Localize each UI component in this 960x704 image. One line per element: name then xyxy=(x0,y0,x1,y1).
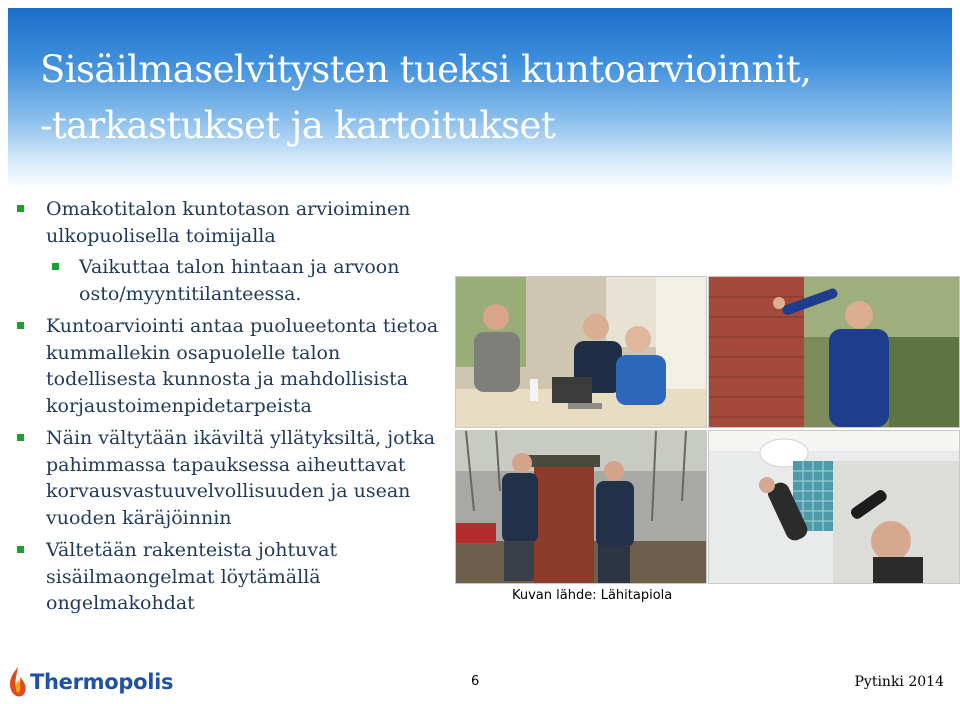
bullet-marker-icon xyxy=(17,205,24,212)
bullet-marker-icon xyxy=(17,546,24,553)
logo-text: Thermopolis xyxy=(30,670,174,694)
bullet-item xyxy=(46,196,410,249)
bullet-item xyxy=(46,425,435,531)
bullet-item xyxy=(46,313,438,419)
bullet-marker-icon xyxy=(17,322,24,329)
wall-inspection-photo xyxy=(708,276,960,428)
sub-bullet-item xyxy=(79,254,400,307)
slide-title-line-1: Sisäilmaselvitysten tueksi kuntoarvioinnit, xyxy=(40,48,812,91)
bullet-text-line: Omakotitalon kuntotason arvioiminen xyxy=(46,198,411,220)
slide-title-line-2: -tarkastukset ja kartoitukset xyxy=(40,104,556,147)
bullet-text-line: ulkopuolisella toimijalla xyxy=(46,224,276,247)
bullet-text-line: pahimmassa tapauksessa aiheuttavat xyxy=(46,453,406,476)
ceiling-inspection-photo xyxy=(708,430,960,584)
footer-source: Pytinki 2014 xyxy=(854,674,944,690)
bullet-item xyxy=(46,537,337,617)
bullet-text-line: vuoden käräjöinnin xyxy=(46,506,232,529)
flame-icon xyxy=(6,666,30,702)
bullet-marker-icon xyxy=(17,434,24,441)
bullet-text-line: Vaikuttaa talon hintaan ja arvoon xyxy=(79,256,400,278)
title-banner xyxy=(8,8,952,190)
bullet-text-line: Kuntoarviointi antaa puolueetonta tietoa xyxy=(46,315,439,337)
bullet-text-line: korvausvastuuvelvollisuuden ja usean xyxy=(46,480,411,502)
bullet-text-line: ongelmakohdat xyxy=(46,592,195,614)
thermopolis-logo xyxy=(6,664,174,704)
bullet-marker-icon xyxy=(52,263,59,270)
bullet-text-line: Näin vältytään ikäviltä yllätyksiltä, jotka xyxy=(46,427,436,449)
bullet-text-line: osto/myyntitilanteessa. xyxy=(79,282,302,305)
bullet-text-line: sisäilmaongelmat löytämällä xyxy=(46,565,321,588)
meeting-photo xyxy=(455,276,707,428)
bullet-text-line: Vältetään rakenteista johtuvat xyxy=(46,539,338,561)
bullet-text-line: korjaustoimenpidetarpeista xyxy=(46,394,312,417)
photo-caption: Kuvan lähde: Lähitapiola xyxy=(512,588,673,603)
page-number: 6 xyxy=(471,674,480,689)
slide-title xyxy=(40,42,940,154)
bullet-text-line: kummallekin osapuolelle talon xyxy=(46,341,341,364)
bullet-text-line: todellisesta kunnosta ja mahdollisista xyxy=(46,368,409,390)
chimney-inspection-photo xyxy=(455,430,707,584)
